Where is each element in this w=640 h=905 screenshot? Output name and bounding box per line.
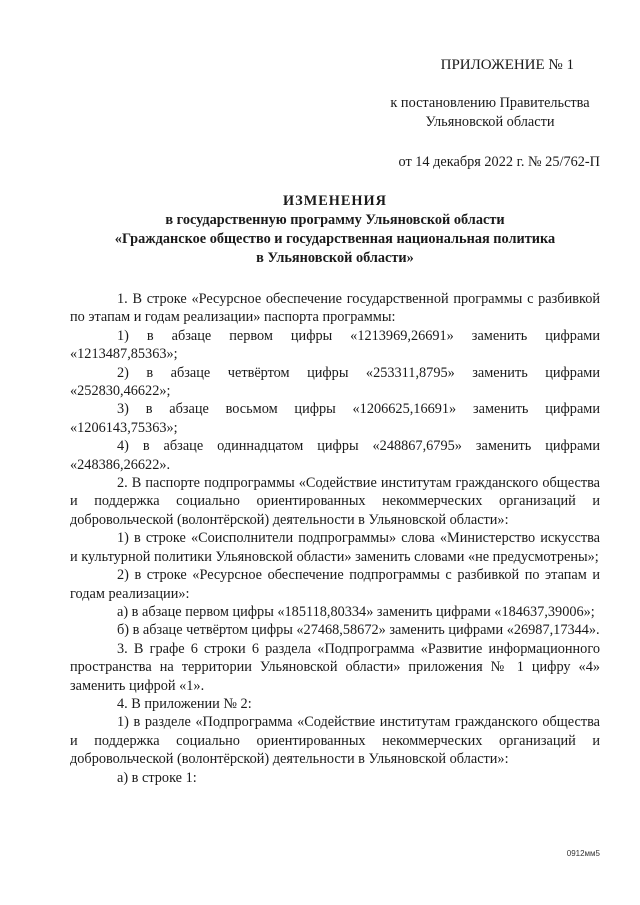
- paragraph-4-1: 1) в разделе «Подпрограмма «Содействие институтам гражданского общества и поддержка социально ориентированных некоммерческих организаций и добровольческой (волонтёрской) деятельности в Ульяновской области»:: [70, 714, 600, 768]
- paragraph-2-2-a: а) в абзаце первом цифры «185118,80334» заменить цифрами «184637,39006»;: [117, 603, 595, 620]
- title-line-1: в государственную программу Ульяновской области: [165, 212, 505, 228]
- reference-line-1: к постановлению Правительства: [390, 95, 590, 112]
- title-block: [70, 192, 600, 268]
- header-block: [380, 56, 600, 172]
- reference-line-2: Ульяновской области: [425, 113, 555, 130]
- paragraph-3: 3. В графе 6 строки 6 раздела «Подпрограмма «Развитие информационного пространства на территории Ульяновской области» приложения № 1 цифру «4» заменить цифрой «1».: [70, 640, 600, 694]
- paragraph-1-3: 3) в абзаце восьмом цифры «1206625,16691» заменить цифрами «1206143,75363»;: [70, 401, 600, 436]
- paragraph-4: 4. В приложении № 2:: [117, 695, 252, 712]
- paragraph-1: 1. В строке «Ресурсное обеспечение государственной программы с разбивкой по этапам и годам реализации» паспорта программы:: [70, 291, 600, 326]
- paragraph-1-2: 2) в абзаце четвёртом цифры «253311,8795» заменить цифрами «252830,46622»;: [70, 364, 600, 400]
- footer-code: 0912мм5: [566, 848, 600, 858]
- paragraph-2-2: 2) в строке «Ресурсное обеспечение подпрограммы с разбивкой по этапам и годам реализации»:: [70, 567, 600, 602]
- paragraph-2-2-b: б) в абзаце четвёртом цифры «27468,58672» заменить цифрами «26987,17344».: [117, 622, 600, 639]
- paragraph-1-1: 1) в абзаце первом цифры «1213969,26691» заменить цифрами «1213487,85363»;: [70, 327, 600, 363]
- document-title: ИЗМЕНЕНИЯ: [283, 193, 387, 209]
- paragraph-2-1: 1) в строке «Соисполнители подпрограммы» слова «Министерство искусства и культурной политики Ульяновской области» заменить словами «не предусмотрены»;: [70, 530, 600, 565]
- document-body: [70, 290, 600, 787]
- title-line-3: в Ульяновской области»: [256, 250, 414, 266]
- appendix-label: ПРИЛОЖЕНИЕ № 1: [440, 57, 574, 73]
- paragraph-2: 2. В паспорте подпрограммы «Содействие институтам гражданского общества и поддержка социально ориентированных некоммерческих организаций и добровольческой (волонтёрской) деятельности в Ульяновской области»:: [70, 475, 600, 528]
- title-line-2: «Гражданское общество и государственная национальная политика: [114, 231, 556, 247]
- paragraph-4-1-a: а) в строке 1:: [117, 769, 197, 786]
- reference-block: [380, 94, 600, 131]
- paragraph-1-4: 4) в абзаце одиннадцатом цифры «248867,6795» заменить цифрами «248386,26622».: [70, 438, 600, 473]
- date-number: от 14 декабря 2022 г. № 25/762-П: [398, 154, 600, 171]
